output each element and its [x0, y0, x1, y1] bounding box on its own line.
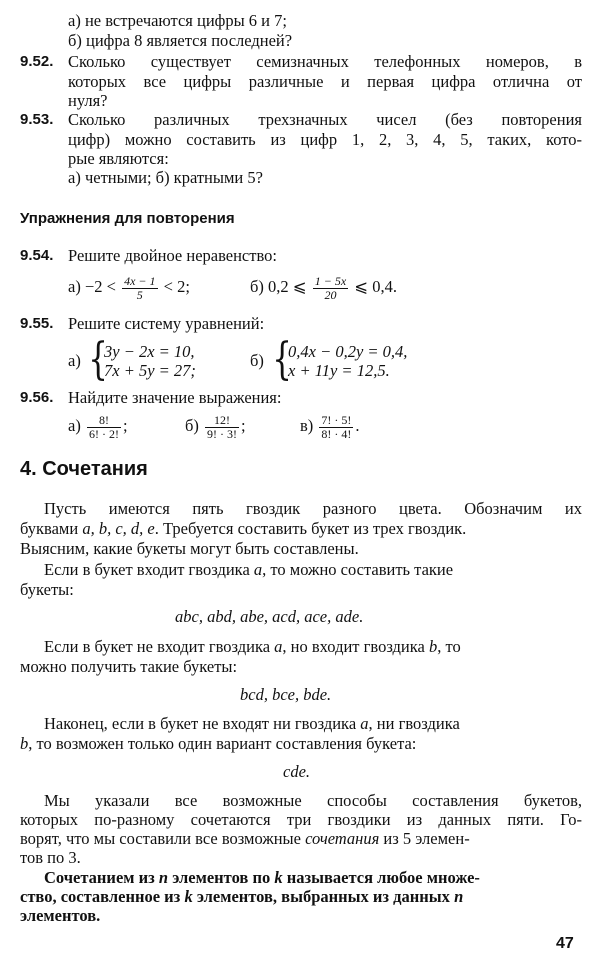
- paragraph-1-line-2: буквами a, b, c, d, e. Требуется составить букет из трех гвоздик.: [20, 519, 467, 538]
- problem-9-56-b: б) $\frac{12!}{9! \cdot 3!}$ ;: [185, 412, 246, 441]
- problem-9-55-text: Решите систему уравнений:: [68, 314, 265, 333]
- problem-number-9-53: 9.53.: [20, 111, 54, 128]
- paragraph-5-line-4: тов по 3.: [20, 848, 81, 867]
- problem-9-53-line-3: рые являются:: [68, 149, 169, 168]
- fraction: $\frac{7! \cdot 5!}{8! \cdot 4!}$: [321, 412, 352, 441]
- bouquet-list-3: cde.: [283, 762, 311, 781]
- exercise-item-b: б) цифра 8 является последней?: [68, 31, 293, 50]
- system-a-equation-1: 3y − 2x = 10,: [104, 342, 195, 361]
- textbook-page: а) не встречаются цифры 6 и 7; б) цифра 8 является последней? 9.52. Сколько существует семизначных телефонных номеров, в которых все цифры различные и первая цифра отлична от нуля? 9.53. Сколько различных трехзначных чисел (без повторения цифр) можно составить из цифр 1, 2, 3, 4, 5, таких, кото- рые являются: а) четными; б) кратными 5? Упражнения для повторения 9.54. Решите двойное неравенство: а) −2 < $\frac{4x - 1}{5}$ < 2; б) 0,2 ⩽ $\frac{1 - 5x}{20}$ ⩽ 0,4. 9.55. Решите систему уравнений: а) { 3y − 2x = 10, 7x + 5y = 27; б) { 0,4x − 0,2y = 0,4, x + 11y = 12,5. 9.56. Найдите значение выражения: а) $\frac{8!}{6! \cdot 2!}$ ; б) $\frac{12!}{9! \cdot 3!}$ ; в) $\frac{7! \cdot 5!}{8! \cdot 4!}$ . 4. Сочетания Пусть имеются пять гвоздик разного цвета. Обозначим их буквами a, b, c, d, e. Требуется составить букет из трех гвоздик. Выясним, какие букеты могут быть составлены. Если в букет входит гвоздика a, то можно составить такие букеты: abc, abd, abe, acd, ace, ade. Если в букет не входит гвоздика a, но входит гвоздика b, то можно получить такие букеты: bcd, bce, bde. Наконец, если в букет не входят ни гвоздика a, ни гвоздика b, то возможен только один вариант составления букета: cde. Мы указали все возможные способы составления букетов, которых по-разному сочетаются три гвоздики из данных пяти. Го- ворят, что мы составили все возможные сочетания из 5 элемен- тов по 3. Сочетанием из n элементов по k называется любое множе- ство, составленное из k элементов, выбранных из данных n элементов. 47: [20, 11, 582, 952]
- problem-9-56-text: Найдите значение выражения:: [68, 388, 282, 407]
- definition-line-3: элементов.: [20, 906, 101, 925]
- problem-number-9-56: 9.56.: [20, 389, 54, 406]
- paragraph-3-line-2: можно получить такие букеты:: [20, 657, 238, 676]
- fraction: $\frac{12!}{9! \cdot 3!}$: [207, 412, 238, 441]
- system-b-equation-1: 0,4x − 0,2y = 0,4,: [288, 342, 408, 361]
- bouquet-list-2: bcd, bce, bde.: [240, 685, 332, 704]
- page-number: 47: [556, 935, 574, 952]
- definition-line-1: Сочетанием из n элементов по k называется любое множе-: [44, 868, 480, 887]
- fraction: $\frac{8!}{6! \cdot 2!}$: [88, 412, 119, 441]
- problem-number-9-54: 9.54.: [20, 247, 54, 264]
- problem-9-56-a: а) $\frac{8!}{6! \cdot 2!}$ ;: [68, 412, 128, 441]
- paragraph-4-line-2: b, то возможен только один вариант составления букета:: [20, 734, 417, 753]
- system-b-equation-2: x + 11y = 12,5.: [288, 361, 390, 380]
- paragraph-2-line-1: Если в букет входит гвоздика a, то можно составить такие: [44, 560, 454, 579]
- problem-9-55-a-label: а): [68, 351, 81, 370]
- fraction: $\frac{4x - 1}{5}$: [124, 273, 156, 302]
- problem-9-55-b-label: б): [250, 351, 264, 370]
- exercise-item-a: а) не встречаются цифры 6 и 7;: [68, 11, 287, 30]
- problem-9-52-line-3: нуля?: [68, 91, 108, 110]
- bouquet-list-1: abc, abd, abe, acd, ace, ade.: [175, 607, 364, 626]
- problem-9-54-text: Решите двойное неравенство:: [68, 246, 277, 265]
- problem-9-54-b: б) 0,2 ⩽ $\frac{1 - 5x}{20}$ ⩽ 0,4.: [250, 273, 397, 302]
- paragraph-4-line-1: Наконец, если в букет не входят ни гвоздика a, ни гвоздика: [44, 714, 460, 733]
- problem-number-9-55: 9.55.: [20, 315, 54, 332]
- paragraph-5-line-3: ворят, что мы составили все возможные сочетания из 5 элемен-: [20, 829, 470, 848]
- fraction: $\frac{1 - 5x}{20}$: [314, 273, 347, 302]
- left-brace-icon: {: [88, 334, 108, 385]
- problem-9-53-line-4: а) четными; б) кратными 5?: [68, 168, 263, 187]
- definition-line-2: ство, составленное из k элементов, выбранных из данных n: [20, 887, 464, 906]
- paragraph-3-line-1: Если в букет не входит гвоздика a, но входит гвоздика b, то: [44, 637, 461, 656]
- section-title: 4. Сочетания: [20, 458, 148, 480]
- paragraph-1-line-3: Выясним, какие букеты могут быть составлены.: [20, 539, 359, 558]
- problem-9-54-a: а) −2 < $\frac{4x - 1}{5}$ < 2;: [68, 273, 190, 302]
- problem-number-9-52: 9.52.: [20, 53, 54, 70]
- left-brace-icon: {: [272, 334, 292, 385]
- review-heading: Упражнения для повторения: [20, 210, 235, 227]
- system-a-equation-2: 7x + 5y = 27;: [104, 361, 196, 380]
- paragraph-2-line-2: букеты:: [20, 580, 74, 599]
- problem-9-56-c: в) $\frac{7! \cdot 5!}{8! \cdot 4!}$ .: [300, 412, 360, 441]
